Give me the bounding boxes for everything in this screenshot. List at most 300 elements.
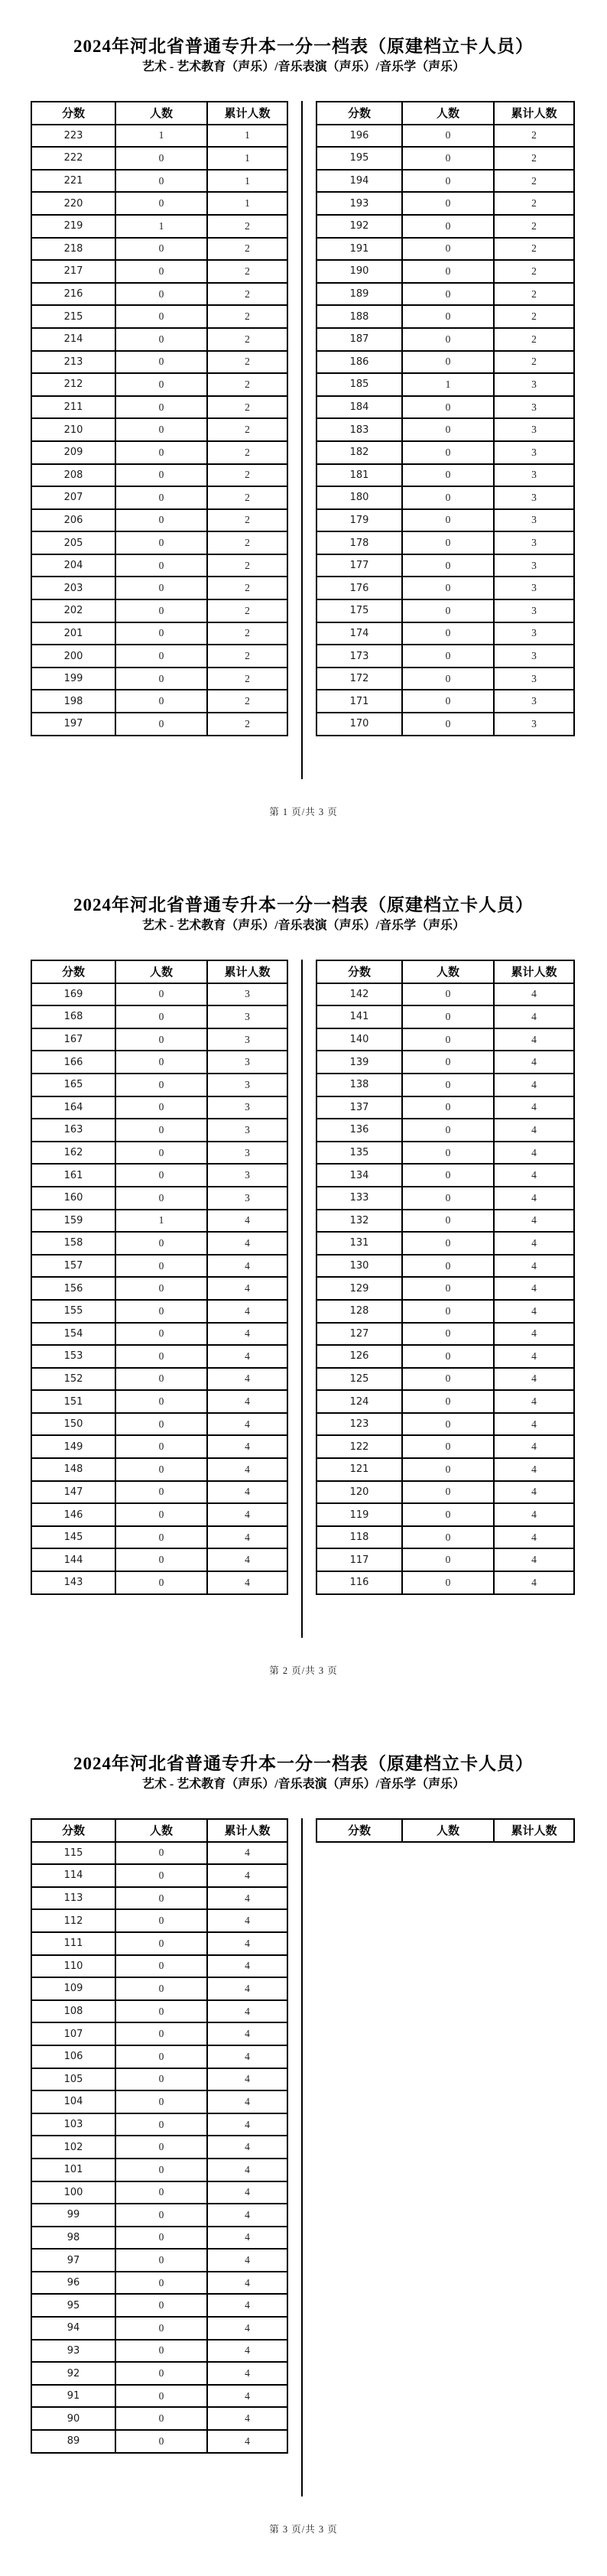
count-cell: 0: [115, 260, 207, 283]
count-cell: 0: [115, 2317, 207, 2340]
cumulative-cell: 4: [207, 1864, 287, 1887]
cumulative-cell: 4: [494, 1164, 574, 1187]
score-cell: 201: [31, 622, 115, 645]
table-row: [31, 1345, 287, 1368]
cumulative-cell: 3: [494, 668, 574, 690]
table-row: [316, 509, 574, 532]
cumulative-cell: 2: [207, 622, 287, 645]
score-cell: 196: [316, 125, 402, 148]
score-cell: 97: [31, 2249, 115, 2272]
table-row: [31, 531, 287, 554]
count-cell: 0: [115, 577, 207, 599]
score-cell: 223: [31, 125, 115, 148]
cumulative-cell: 4: [494, 1187, 574, 1210]
count-cell: 0: [115, 2136, 207, 2159]
cumulative-cell: 3: [494, 577, 574, 599]
count-cell: 0: [115, 238, 207, 261]
table-row: [31, 1210, 287, 1233]
count-cell: 0: [115, 170, 207, 193]
cumulative-cell: 4: [494, 1005, 574, 1028]
table-row: [316, 645, 574, 668]
count-cell: 0: [115, 2068, 207, 2091]
count-cell: 0: [115, 396, 207, 419]
score-cell: 100: [31, 2181, 115, 2204]
count-cell: 0: [402, 554, 494, 577]
header-row: [316, 1819, 574, 1842]
table-row: [31, 1323, 287, 1346]
score-cell: 143: [31, 1571, 115, 1594]
table-row: [316, 125, 574, 148]
table-row: [31, 2362, 287, 2385]
cumulative-cell: 4: [207, 1390, 287, 1413]
cumulative-cell: 4: [207, 1232, 287, 1255]
table-row: [31, 509, 287, 532]
count-cell: 0: [115, 2113, 207, 2136]
column-header-count: 人数: [115, 102, 207, 125]
table-row: [316, 531, 574, 554]
table-row: [316, 1458, 574, 1481]
count-cell: 0: [402, 238, 494, 261]
cumulative-cell: 4: [207, 2272, 287, 2295]
table-row: [31, 1864, 287, 1887]
count-cell: 0: [402, 1345, 494, 1368]
count-cell: 0: [402, 192, 494, 215]
score-cell: 142: [316, 983, 402, 1006]
page-3: [0, 1717, 607, 2576]
table-row: [31, 373, 287, 396]
table-row: [31, 2090, 287, 2113]
table-row: [316, 1164, 574, 1187]
count-cell: 0: [402, 645, 494, 668]
table-row: [316, 373, 574, 396]
score-cell: 195: [316, 147, 402, 170]
score-cell: 203: [31, 577, 115, 599]
header-row: [31, 960, 287, 983]
cumulative-cell: 4: [494, 1435, 574, 1458]
score-cell: 187: [316, 328, 402, 351]
score-cell: 192: [316, 215, 402, 238]
cumulative-cell: 2: [207, 554, 287, 577]
cumulative-cell: 2: [207, 690, 287, 713]
count-cell: 0: [402, 351, 494, 374]
table-row: [316, 170, 574, 193]
count-cell: 0: [115, 1571, 207, 1594]
cumulative-cell: 2: [207, 509, 287, 532]
cumulative-cell: 4: [207, 2294, 287, 2317]
table-row: [316, 1255, 574, 1278]
count-cell: 0: [115, 1300, 207, 1323]
cumulative-cell: 2: [207, 260, 287, 283]
cumulative-cell: 4: [494, 1323, 574, 1346]
cumulative-cell: 2: [494, 215, 574, 238]
score-cell: 212: [31, 373, 115, 396]
table-row: [31, 2045, 287, 2068]
cumulative-cell: 2: [207, 668, 287, 690]
table-row: [31, 170, 287, 193]
table-row: [316, 1526, 574, 1549]
cumulative-cell: 2: [207, 713, 287, 736]
table-row: [31, 464, 287, 487]
count-cell: 0: [402, 668, 494, 690]
table-row: [316, 1435, 574, 1458]
count-cell: 0: [115, 1932, 207, 1955]
count-cell: 0: [402, 1277, 494, 1300]
cumulative-cell: 2: [494, 147, 574, 170]
column-divider: [301, 101, 303, 779]
cumulative-cell: 4: [207, 1932, 287, 1955]
cumulative-cell: 4: [207, 2181, 287, 2204]
cumulative-cell: 2: [207, 283, 287, 306]
score-cell: 178: [316, 531, 402, 554]
count-cell: 0: [115, 1051, 207, 1074]
count-cell: 0: [402, 396, 494, 419]
score-cell: 121: [316, 1458, 402, 1481]
table-row: [31, 622, 287, 645]
table-row: [31, 2317, 287, 2340]
column-header-count: 人数: [402, 102, 494, 125]
cumulative-cell: 4: [207, 2045, 287, 2068]
score-table-right: [316, 101, 575, 736]
cumulative-cell: 4: [207, 2227, 287, 2250]
score-cell: 204: [31, 554, 115, 577]
table-row: [31, 283, 287, 306]
table-header: [31, 960, 287, 983]
table-header: [316, 102, 574, 125]
count-cell: 0: [402, 1028, 494, 1051]
cumulative-cell: 4: [207, 2362, 287, 2385]
count-cell: 0: [115, 1977, 207, 2000]
table-row: [316, 328, 574, 351]
score-cell: 179: [316, 509, 402, 532]
cumulative-cell: 2: [207, 351, 287, 374]
cumulative-cell: 4: [207, 1887, 287, 1910]
score-cell: 110: [31, 1955, 115, 1978]
table-body: [316, 983, 574, 1594]
score-cell: 122: [316, 1435, 402, 1458]
table-row: [316, 554, 574, 577]
cumulative-cell: 3: [494, 599, 574, 622]
cumulative-cell: 4: [494, 1548, 574, 1571]
count-cell: 0: [402, 328, 494, 351]
score-cell: 137: [316, 1096, 402, 1119]
cumulative-cell: 2: [494, 192, 574, 215]
score-cell: 136: [316, 1119, 402, 1142]
cumulative-cell: 2: [494, 238, 574, 261]
count-cell: 0: [115, 2340, 207, 2363]
table-row: [31, 396, 287, 419]
score-cell: 95: [31, 2294, 115, 2317]
score-cell: 221: [31, 170, 115, 193]
table-row: [31, 486, 287, 509]
cumulative-cell: 3: [494, 396, 574, 419]
cumulative-cell: 4: [207, 2385, 287, 2408]
cumulative-cell: 4: [207, 1526, 287, 1549]
score-cell: 127: [316, 1323, 402, 1346]
score-cell: 183: [316, 418, 402, 441]
table-row: [31, 1548, 287, 1571]
cumulative-cell: 4: [207, 2204, 287, 2227]
cumulative-cell: 4: [207, 1909, 287, 1932]
score-cell: 213: [31, 351, 115, 374]
cumulative-cell: 4: [494, 1232, 574, 1255]
table-row: [31, 328, 287, 351]
cumulative-cell: 2: [207, 464, 287, 487]
cumulative-cell: 4: [207, 1481, 287, 1504]
cumulative-cell: 2: [207, 486, 287, 509]
score-cell: 118: [316, 1526, 402, 1549]
score-cell: 149: [31, 1435, 115, 1458]
count-cell: 0: [115, 690, 207, 713]
score-cell: 166: [31, 1051, 115, 1074]
column-header-cumulative: 累计人数: [207, 1819, 287, 1842]
score-cell: 194: [316, 170, 402, 193]
table-row: [31, 2227, 287, 2250]
cumulative-cell: 4: [494, 1571, 574, 1594]
count-cell: 0: [115, 305, 207, 328]
count-cell: 0: [402, 1435, 494, 1458]
table-body: [31, 983, 287, 1594]
column-divider: [301, 960, 303, 1638]
count-cell: 0: [115, 645, 207, 668]
table-row: [31, 215, 287, 238]
cumulative-cell: 4: [494, 1074, 574, 1096]
cumulative-cell: 3: [494, 531, 574, 554]
table-body: [31, 1842, 287, 2453]
table-row: [31, 1255, 287, 1278]
score-cell: 154: [31, 1323, 115, 1346]
table-row: [316, 1210, 574, 1233]
score-cell: 151: [31, 1390, 115, 1413]
count-cell: 0: [115, 2090, 207, 2113]
cumulative-cell: 2: [207, 418, 287, 441]
score-cell: 134: [316, 1164, 402, 1187]
cumulative-cell: 4: [207, 2068, 287, 2091]
count-cell: 0: [115, 2000, 207, 2023]
count-cell: 0: [115, 2159, 207, 2181]
header-row: [31, 1819, 287, 1842]
table-row: [316, 1571, 574, 1594]
column-header-score: 分数: [316, 1819, 402, 1842]
cumulative-cell: 3: [207, 983, 287, 1006]
count-cell: 0: [402, 1051, 494, 1074]
score-cell: 185: [316, 373, 402, 396]
score-cell: 180: [316, 486, 402, 509]
cumulative-cell: 4: [207, 1458, 287, 1481]
count-cell: 0: [115, 1955, 207, 1978]
cumulative-cell: 1: [207, 192, 287, 215]
count-cell: 0: [115, 486, 207, 509]
table-row: [31, 1005, 287, 1028]
table-row: [31, 1390, 287, 1413]
table-row: [31, 1028, 287, 1051]
score-cell: 170: [316, 713, 402, 736]
score-cell: 177: [316, 554, 402, 577]
count-cell: 0: [115, 2385, 207, 2408]
cumulative-cell: 3: [494, 713, 574, 736]
table-row: [31, 192, 287, 215]
table-row: [31, 1187, 287, 1210]
page-title: 2024年河北省普通专升本一分一档表（原建档立卡人员）: [73, 895, 534, 914]
count-cell: 0: [115, 2249, 207, 2272]
count-cell: 0: [402, 1142, 494, 1165]
count-cell: 0: [402, 147, 494, 170]
count-cell: 0: [402, 486, 494, 509]
cumulative-cell: 4: [207, 2090, 287, 2113]
count-cell: 0: [115, 2430, 207, 2453]
cumulative-cell: 2: [207, 645, 287, 668]
score-cell: 200: [31, 645, 115, 668]
score-cell: 189: [316, 283, 402, 306]
column-header-cumulative: 累计人数: [207, 102, 287, 125]
table-row: [316, 622, 574, 645]
table-row: [316, 486, 574, 509]
table-row: [31, 1277, 287, 1300]
score-cell: 175: [316, 599, 402, 622]
count-cell: 0: [115, 1187, 207, 1210]
score-cell: 126: [316, 1345, 402, 1368]
count-cell: 0: [115, 192, 207, 215]
count-cell: 0: [402, 577, 494, 599]
table-row: [31, 1909, 287, 1932]
cumulative-cell: 4: [207, 1842, 287, 1865]
score-cell: 182: [316, 441, 402, 464]
count-cell: 0: [115, 1277, 207, 1300]
score-cell: 162: [31, 1142, 115, 1165]
cumulative-cell: 4: [494, 1096, 574, 1119]
score-cell: 208: [31, 464, 115, 487]
count-cell: 0: [402, 531, 494, 554]
count-cell: 0: [115, 2181, 207, 2204]
table-row: [31, 1096, 287, 1119]
score-cell: 99: [31, 2204, 115, 2227]
table-row: [316, 1005, 574, 1028]
score-cell: 153: [31, 1345, 115, 1368]
column-header-count: 人数: [402, 960, 494, 983]
score-cell: 117: [316, 1548, 402, 1571]
count-cell: 0: [115, 464, 207, 487]
cumulative-cell: 3: [494, 486, 574, 509]
table-row: [31, 418, 287, 441]
score-cell: 198: [31, 690, 115, 713]
count-cell: 0: [402, 283, 494, 306]
count-cell: 0: [115, 509, 207, 532]
count-cell: 0: [115, 531, 207, 554]
cumulative-cell: 3: [207, 1119, 287, 1142]
score-cell: 145: [31, 1526, 115, 1549]
page-1: [0, 0, 607, 859]
cumulative-cell: 4: [207, 1323, 287, 1346]
header-row: [316, 102, 574, 125]
table-row: [31, 2340, 287, 2363]
table-row: [31, 1142, 287, 1165]
table-row: [31, 1368, 287, 1391]
score-cell: 218: [31, 238, 115, 261]
count-cell: 0: [115, 554, 207, 577]
count-cell: 0: [402, 509, 494, 532]
cumulative-cell: 3: [494, 645, 574, 668]
count-cell: 0: [402, 1323, 494, 1346]
cumulative-cell: 4: [494, 1051, 574, 1074]
score-cell: 220: [31, 192, 115, 215]
cumulative-cell: 4: [494, 1028, 574, 1051]
table-row: [31, 599, 287, 622]
count-cell: 0: [115, 147, 207, 170]
cumulative-cell: 4: [494, 1300, 574, 1323]
score-table-right: [316, 960, 575, 1595]
score-cell: 147: [31, 1481, 115, 1504]
count-cell: 0: [115, 2227, 207, 2250]
score-cell: 130: [316, 1255, 402, 1278]
count-cell: 0: [115, 418, 207, 441]
cumulative-cell: 4: [494, 1119, 574, 1142]
column-header-count: 人数: [402, 1819, 494, 1842]
cumulative-cell: 3: [207, 1096, 287, 1119]
cumulative-cell: 4: [494, 1345, 574, 1368]
count-cell: 0: [402, 1481, 494, 1504]
table-row: [316, 1028, 574, 1051]
column-header-score: 分数: [31, 960, 115, 983]
table-row: [31, 1232, 287, 1255]
table-row: [316, 1074, 574, 1096]
column-header-count: 人数: [115, 960, 207, 983]
count-cell: 0: [402, 1548, 494, 1571]
score-cell: 211: [31, 396, 115, 419]
score-cell: 111: [31, 1932, 115, 1955]
table-row: [31, 1955, 287, 1978]
table-row: [31, 238, 287, 261]
count-cell: 0: [115, 328, 207, 351]
count-cell: 0: [115, 1323, 207, 1346]
column-header-score: 分数: [316, 960, 402, 983]
cumulative-cell: 3: [207, 1187, 287, 1210]
cumulative-cell: 2: [494, 351, 574, 374]
cumulative-cell: 3: [494, 554, 574, 577]
score-cell: 135: [316, 1142, 402, 1165]
score-cell: 125: [316, 1368, 402, 1391]
table-row: [31, 125, 287, 148]
table-row: [31, 2249, 287, 2272]
table-row: [31, 1571, 287, 1594]
count-cell: 1: [115, 1210, 207, 1233]
cumulative-cell: 2: [207, 238, 287, 261]
count-cell: 0: [115, 1548, 207, 1571]
score-cell: 124: [316, 1390, 402, 1413]
score-cell: 115: [31, 1842, 115, 1865]
score-cell: 132: [316, 1210, 402, 1233]
cumulative-cell: 2: [494, 170, 574, 193]
count-cell: 0: [402, 1187, 494, 1210]
table-row: [31, 2407, 287, 2430]
cumulative-cell: 3: [207, 1164, 287, 1187]
cumulative-cell: 2: [494, 328, 574, 351]
score-cell: 104: [31, 2090, 115, 2113]
score-cell: 199: [31, 668, 115, 690]
count-cell: 0: [115, 1005, 207, 1028]
count-cell: 0: [402, 1368, 494, 1391]
score-cell: 188: [316, 305, 402, 328]
table-row: [316, 1096, 574, 1119]
score-cell: 102: [31, 2136, 115, 2159]
cumulative-cell: 4: [494, 1210, 574, 1233]
table-row: [316, 418, 574, 441]
score-cell: 108: [31, 2000, 115, 2023]
count-cell: 0: [115, 1526, 207, 1549]
column-header-cumulative: 累计人数: [494, 1819, 574, 1842]
count-cell: 0: [402, 622, 494, 645]
table-row: [31, 260, 287, 283]
table-row: [31, 1458, 287, 1481]
cumulative-cell: 4: [207, 1368, 287, 1391]
